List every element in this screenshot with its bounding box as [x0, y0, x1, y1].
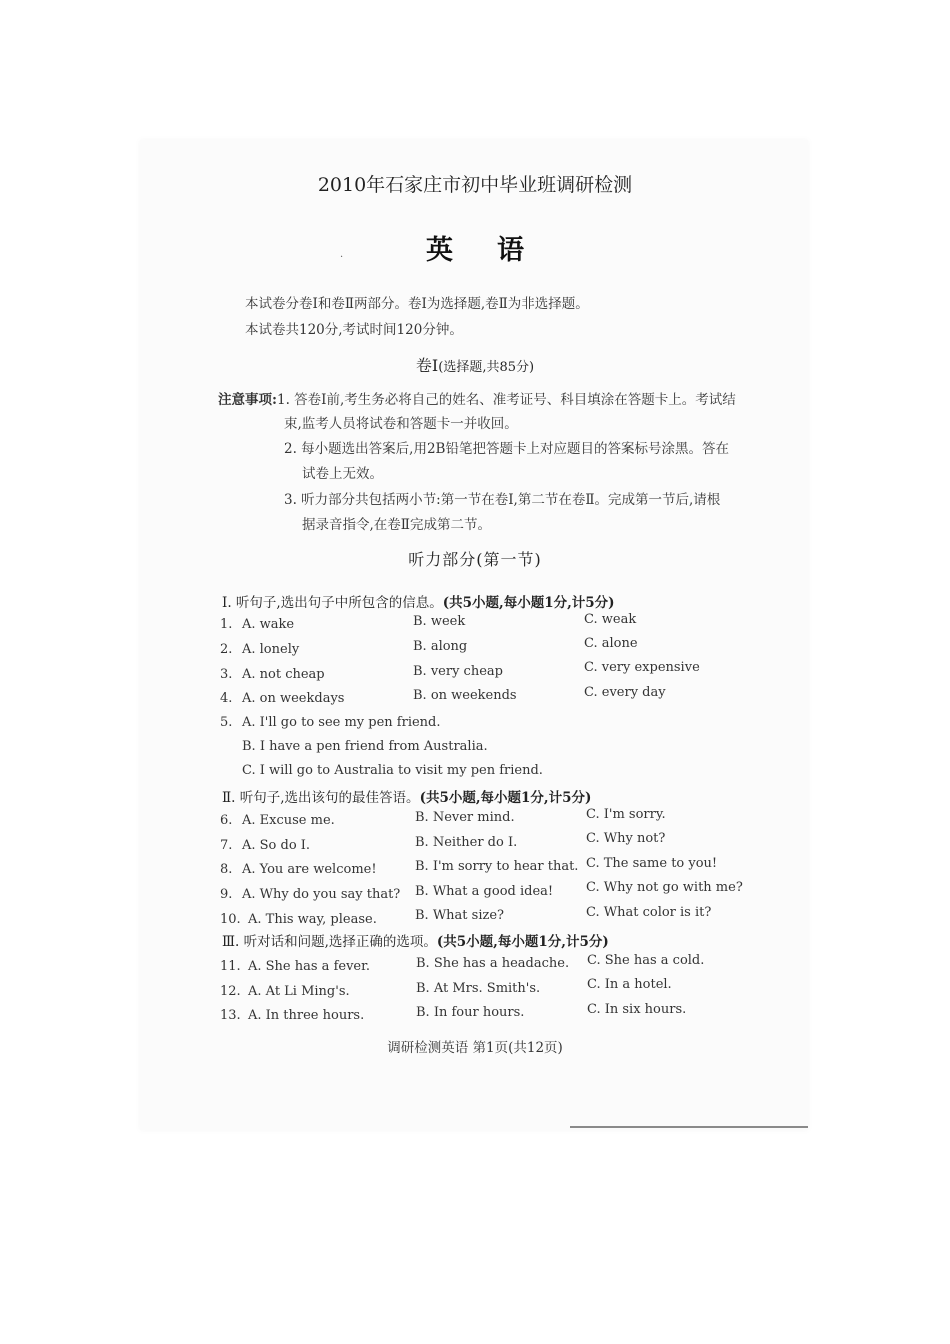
q5-option-a: A. I'll go to see my pen friend. [242, 715, 441, 730]
q13-number: 13. [220, 1008, 241, 1023]
q13-option-c: C. In six hours. [587, 1002, 687, 1017]
notice-item-1b: 束,监考人员将试卷和答题卡一并收回。 [284, 416, 518, 432]
page-footer: 调研检测英语 第1页(共12页) [387, 1040, 563, 1056]
q6-option-c: C. I'm sorry. [586, 807, 666, 822]
q11-option-c: C. She has a cold. [587, 953, 705, 968]
q5-option-b: B. I have a pen friend from Australia. [242, 739, 488, 754]
q4-number: 4. [220, 691, 233, 706]
page-edge-shadow [570, 1126, 808, 1128]
q11-option-a: A. She has a fever. [248, 959, 371, 974]
exam-title: 2010年石家庄市初中毕业班调研检测 [317, 174, 633, 196]
q12-number: 12. [220, 984, 241, 999]
q2-option-b: B. along [413, 639, 468, 654]
q13-option-a: A. In three hours. [248, 1008, 365, 1023]
q11-number: 11. [220, 959, 241, 974]
notice-item-2a: 2. 每小题选出答案后,用2B铅笔把答题卡上对应题目的答案标号涂黑。答在 [284, 441, 729, 457]
notice-item-2b: 试卷上无效。 [302, 466, 383, 482]
q8-option-b: B. I'm sorry to hear that. [415, 859, 579, 874]
q3-option-c: C. very expensive [584, 660, 700, 675]
q10-option-c: C. What color is it? [586, 905, 712, 920]
notice-item-3a: 3. 听力部分共包括两小节:第一节在卷Ⅰ,第二节在卷Ⅱ。完成第一节后,请根 [284, 492, 721, 508]
q3-number: 3. [220, 667, 233, 682]
section-3-heading: Ⅲ. 听对话和问题,选择正确的选项。(共5小题,每小题1分,计5分) [222, 934, 609, 950]
intro-line-2: 本试卷共120分,考试时间120分钟。 [245, 322, 463, 338]
q2-number: 2. [220, 642, 233, 657]
notice-item-3b: 据录音指令,在卷Ⅱ完成第二节。 [302, 517, 491, 533]
q8-number: 8. [220, 862, 233, 877]
intro-line-1: 本试卷分卷Ⅰ和卷Ⅱ两部分。卷Ⅰ为选择题,卷Ⅱ为非选择题。 [245, 296, 589, 312]
q1-option-a: A. wake [242, 617, 295, 632]
q8-option-c: C. The same to you! [586, 856, 718, 871]
q1-number: 1. [220, 617, 233, 632]
q10-option-b: B. What size? [415, 908, 505, 923]
q3-option-a: A. not cheap [242, 667, 325, 682]
section-2-heading: Ⅱ. 听句子,选出该句的最佳答语。(共5小题,每小题1分,计5分) [222, 790, 592, 806]
notice-label: 注意事项: [218, 392, 277, 408]
q6-number: 6. [220, 813, 233, 828]
q4-option-b: B. on weekends [413, 688, 517, 703]
q12-option-b: B. At Mrs. Smith's. [416, 981, 541, 996]
volume-note: (选择题,共85分) [438, 360, 535, 375]
q6-option-a: A. Excuse me. [242, 813, 335, 828]
subject-title: 英语 [426, 235, 568, 266]
q7-option-a: A. So do I. [242, 838, 311, 853]
q4-option-c: C. every day [584, 685, 666, 700]
q8-option-a: A. You are welcome! [242, 862, 377, 877]
q9-option-b: B. What a good idea! [415, 884, 554, 899]
q5-option-c: C. I will go to Australia to visit my pen friend. [242, 763, 543, 778]
volume-heading [0, 353, 950, 376]
q7-option-c: C. Why not? [586, 831, 666, 846]
volume-name: 卷Ⅰ [415, 356, 439, 375]
q7-number: 7. [220, 838, 233, 853]
q5-number: 5. [220, 715, 233, 730]
q10-number: 10. [220, 912, 241, 927]
section-1-heading: Ⅰ. 听句子,选出句子中所包含的信息。(共5小题,每小题1分,计5分) [222, 595, 615, 611]
scan-dot: · [340, 252, 344, 263]
q3-option-b: B. very cheap [413, 664, 503, 679]
q9-number: 9. [220, 887, 233, 902]
q12-option-a: A. At Li Ming's. [248, 984, 350, 999]
q4-option-a: A. on weekdays [242, 691, 345, 706]
q1-option-c: C. weak [584, 612, 637, 627]
q12-option-c: C. In a hotel. [587, 977, 672, 992]
q9-option-c: C. Why not go with me? [586, 880, 743, 895]
q10-option-a: A. This way, please. [248, 912, 377, 927]
q2-option-a: A. lonely [242, 642, 300, 657]
q13-option-b: B. In four hours. [416, 1005, 525, 1020]
q6-option-b: B. Never mind. [415, 810, 515, 825]
q7-option-b: B. Neither do I. [415, 835, 518, 850]
q2-option-c: C. alone [584, 636, 638, 651]
q9-option-a: A. Why do you say that? [242, 887, 401, 902]
notice-item-1a: 注意事项:1. 答卷Ⅰ前,考生务必将自己的姓名、准考证号、科目填涂在答题卡上。考试结 [218, 392, 736, 408]
listening-section-title: 听力部分(第一节) [408, 550, 542, 569]
q1-option-b: B. week [413, 614, 466, 629]
q11-option-b: B. She has a headache. [416, 956, 570, 971]
